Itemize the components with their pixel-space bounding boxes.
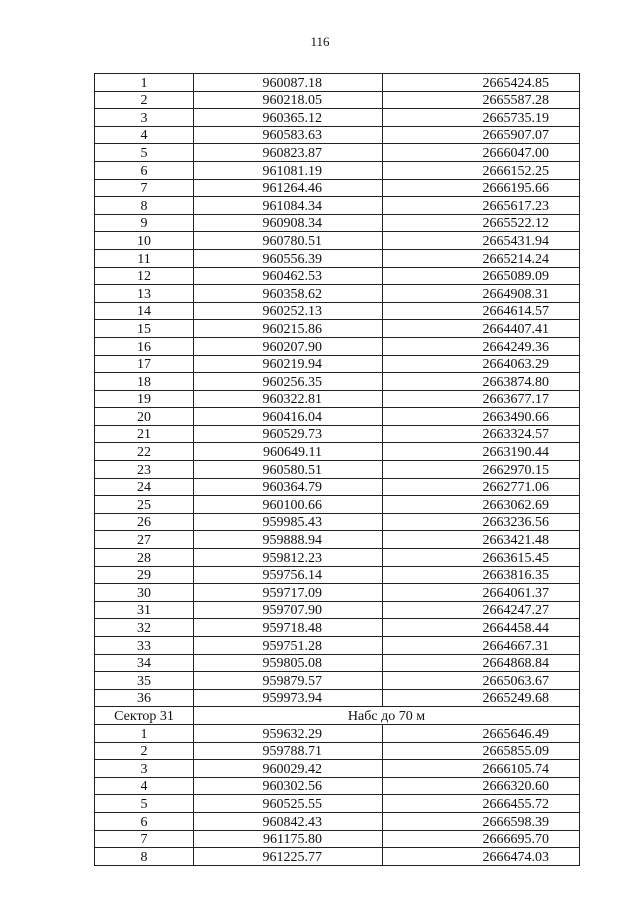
table-row (95, 549, 580, 567)
table-row (95, 443, 580, 461)
y-coordinate: 2664458.44 (383, 619, 580, 637)
point-number: 5 (95, 144, 194, 162)
x-coordinate: 960416.04 (194, 408, 383, 426)
table-row (95, 390, 580, 408)
table-row (95, 531, 580, 549)
y-coordinate: 2663324.57 (383, 425, 580, 443)
table-row (95, 584, 580, 602)
y-coordinate: 2666598.39 (383, 812, 580, 830)
x-coordinate: 960252.13 (194, 302, 383, 320)
y-coordinate: 2664667.31 (383, 637, 580, 655)
table-row (95, 566, 580, 584)
x-coordinate: 960780.51 (194, 232, 383, 250)
coordinates-table (94, 73, 580, 866)
x-coordinate: 959707.90 (194, 601, 383, 619)
table-row (95, 74, 580, 92)
table-row (95, 654, 580, 672)
table-row (95, 513, 580, 531)
x-coordinate: 961264.46 (194, 179, 383, 197)
x-coordinate: 960322.81 (194, 390, 383, 408)
point-number: 9 (95, 214, 194, 232)
point-number: 3 (95, 109, 194, 127)
x-coordinate: 960215.86 (194, 320, 383, 338)
sector-height-note: Набс до 70 м (194, 707, 580, 725)
point-number: 22 (95, 443, 194, 461)
x-coordinate: 959788.71 (194, 742, 383, 760)
table-row (95, 619, 580, 637)
y-coordinate: 2665089.09 (383, 267, 580, 285)
point-number: 7 (95, 830, 194, 848)
table-row (95, 724, 580, 742)
sector-label: Сектор 31 (95, 707, 194, 725)
x-coordinate: 960908.34 (194, 214, 383, 232)
table-row (95, 760, 580, 778)
table-row (95, 812, 580, 830)
table-row (95, 830, 580, 848)
x-coordinate: 961084.34 (194, 197, 383, 215)
x-coordinate: 960218.05 (194, 91, 383, 109)
table-row (95, 232, 580, 250)
point-number: 30 (95, 584, 194, 602)
point-number: 25 (95, 496, 194, 514)
point-number: 15 (95, 320, 194, 338)
table-row (95, 689, 580, 707)
table-row (95, 302, 580, 320)
table-row (95, 355, 580, 373)
x-coordinate: 959751.28 (194, 637, 383, 655)
point-number: 35 (95, 672, 194, 690)
y-coordinate: 2664249.36 (383, 337, 580, 355)
point-number: 6 (95, 161, 194, 179)
x-coordinate: 960842.43 (194, 812, 383, 830)
y-coordinate: 2665214.24 (383, 249, 580, 267)
point-number: 24 (95, 478, 194, 496)
y-coordinate: 2664407.41 (383, 320, 580, 338)
point-number: 34 (95, 654, 194, 672)
point-number: 8 (95, 197, 194, 215)
point-number: 11 (95, 249, 194, 267)
table-row (95, 179, 580, 197)
point-number: 32 (95, 619, 194, 637)
point-number: 20 (95, 408, 194, 426)
table-row (95, 425, 580, 443)
point-number: 18 (95, 373, 194, 391)
point-number: 26 (95, 513, 194, 531)
x-coordinate: 961081.19 (194, 161, 383, 179)
y-coordinate: 2663615.45 (383, 549, 580, 567)
x-coordinate: 960580.51 (194, 461, 383, 479)
x-coordinate: 960219.94 (194, 355, 383, 373)
x-coordinate: 959632.29 (194, 724, 383, 742)
x-coordinate: 960029.42 (194, 760, 383, 778)
table-row (95, 795, 580, 813)
table-row (95, 478, 580, 496)
y-coordinate: 2665617.23 (383, 197, 580, 215)
y-coordinate: 2662771.06 (383, 478, 580, 496)
coordinates-table-body-top (95, 74, 580, 707)
table-row (95, 320, 580, 338)
x-coordinate: 960100.66 (194, 496, 383, 514)
point-number: 29 (95, 566, 194, 584)
x-coordinate: 960365.12 (194, 109, 383, 127)
sector-row (95, 707, 580, 725)
point-number: 5 (95, 795, 194, 813)
table-row (95, 197, 580, 215)
point-number: 12 (95, 267, 194, 285)
y-coordinate: 2664614.57 (383, 302, 580, 320)
point-number: 8 (95, 848, 194, 866)
point-number: 14 (95, 302, 194, 320)
x-coordinate: 960302.56 (194, 777, 383, 795)
point-number: 21 (95, 425, 194, 443)
point-number: 36 (95, 689, 194, 707)
point-number: 31 (95, 601, 194, 619)
y-coordinate: 2665646.49 (383, 724, 580, 742)
point-number: 6 (95, 812, 194, 830)
table-row (95, 285, 580, 303)
x-coordinate: 959879.57 (194, 672, 383, 690)
x-coordinate: 960556.39 (194, 249, 383, 267)
point-number: 1 (95, 724, 194, 742)
point-number: 4 (95, 126, 194, 144)
point-number: 3 (95, 760, 194, 778)
page-number: 116 (310, 34, 330, 49)
table-row (95, 373, 580, 391)
y-coordinate: 2666474.03 (383, 848, 580, 866)
y-coordinate: 2663677.17 (383, 390, 580, 408)
y-coordinate: 2664061.37 (383, 584, 580, 602)
sector-header (95, 707, 580, 725)
y-coordinate: 2663236.56 (383, 513, 580, 531)
x-coordinate: 959812.23 (194, 549, 383, 567)
y-coordinate: 2665735.19 (383, 109, 580, 127)
point-number: 7 (95, 179, 194, 197)
x-coordinate: 959756.14 (194, 566, 383, 584)
table-row (95, 267, 580, 285)
table-row (95, 161, 580, 179)
point-number: 2 (95, 742, 194, 760)
coordinates-table-body-bottom (95, 724, 580, 865)
y-coordinate: 2663062.69 (383, 496, 580, 514)
y-coordinate: 2665587.28 (383, 91, 580, 109)
y-coordinate: 2663874.80 (383, 373, 580, 391)
x-coordinate: 960462.53 (194, 267, 383, 285)
x-coordinate: 961225.77 (194, 848, 383, 866)
table-row (95, 672, 580, 690)
point-number: 10 (95, 232, 194, 250)
y-coordinate: 2664063.29 (383, 355, 580, 373)
table-row (95, 214, 580, 232)
table-row (95, 848, 580, 866)
point-number: 28 (95, 549, 194, 567)
point-number: 13 (95, 285, 194, 303)
y-coordinate: 2665855.09 (383, 742, 580, 760)
y-coordinate: 2665431.94 (383, 232, 580, 250)
table-row (95, 408, 580, 426)
x-coordinate: 960256.35 (194, 373, 383, 391)
y-coordinate: 2665063.67 (383, 672, 580, 690)
point-number: 17 (95, 355, 194, 373)
x-coordinate: 959718.48 (194, 619, 383, 637)
x-coordinate: 960087.18 (194, 74, 383, 92)
table-row (95, 496, 580, 514)
x-coordinate: 960364.79 (194, 478, 383, 496)
x-coordinate: 959717.09 (194, 584, 383, 602)
point-number: 1 (95, 74, 194, 92)
table-row (95, 144, 580, 162)
y-coordinate: 2662970.15 (383, 461, 580, 479)
table-row (95, 461, 580, 479)
point-number: 2 (95, 91, 194, 109)
y-coordinate: 2665424.85 (383, 74, 580, 92)
x-coordinate: 960583.63 (194, 126, 383, 144)
point-number: 16 (95, 337, 194, 355)
y-coordinate: 2663816.35 (383, 566, 580, 584)
x-coordinate: 959888.94 (194, 531, 383, 549)
y-coordinate: 2666195.66 (383, 179, 580, 197)
x-coordinate: 959805.08 (194, 654, 383, 672)
point-number: 4 (95, 777, 194, 795)
y-coordinate: 2665249.68 (383, 689, 580, 707)
y-coordinate: 2664247.27 (383, 601, 580, 619)
table-row (95, 637, 580, 655)
x-coordinate: 961175.80 (194, 830, 383, 848)
table-row (95, 742, 580, 760)
y-coordinate: 2666695.70 (383, 830, 580, 848)
y-coordinate: 2666320.60 (383, 777, 580, 795)
x-coordinate: 960525.55 (194, 795, 383, 813)
table-row (95, 109, 580, 127)
x-coordinate: 960649.11 (194, 443, 383, 461)
x-coordinate: 960823.87 (194, 144, 383, 162)
y-coordinate: 2665522.12 (383, 214, 580, 232)
table-row (95, 249, 580, 267)
x-coordinate: 960207.90 (194, 337, 383, 355)
y-coordinate: 2666152.25 (383, 161, 580, 179)
table-row (95, 126, 580, 144)
y-coordinate: 2665907.07 (383, 126, 580, 144)
y-coordinate: 2666047.00 (383, 144, 580, 162)
point-number: 23 (95, 461, 194, 479)
y-coordinate: 2663421.48 (383, 531, 580, 549)
x-coordinate: 960529.73 (194, 425, 383, 443)
y-coordinate: 2663190.44 (383, 443, 580, 461)
table-row (95, 91, 580, 109)
y-coordinate: 2666105.74 (383, 760, 580, 778)
x-coordinate: 960358.62 (194, 285, 383, 303)
point-number: 19 (95, 390, 194, 408)
point-number: 33 (95, 637, 194, 655)
table-row (95, 337, 580, 355)
y-coordinate: 2664868.84 (383, 654, 580, 672)
point-number: 27 (95, 531, 194, 549)
x-coordinate: 959973.94 (194, 689, 383, 707)
y-coordinate: 2663490.66 (383, 408, 580, 426)
x-coordinate: 959985.43 (194, 513, 383, 531)
y-coordinate: 2664908.31 (383, 285, 580, 303)
table-row (95, 777, 580, 795)
y-coordinate: 2666455.72 (383, 795, 580, 813)
table-row (95, 601, 580, 619)
